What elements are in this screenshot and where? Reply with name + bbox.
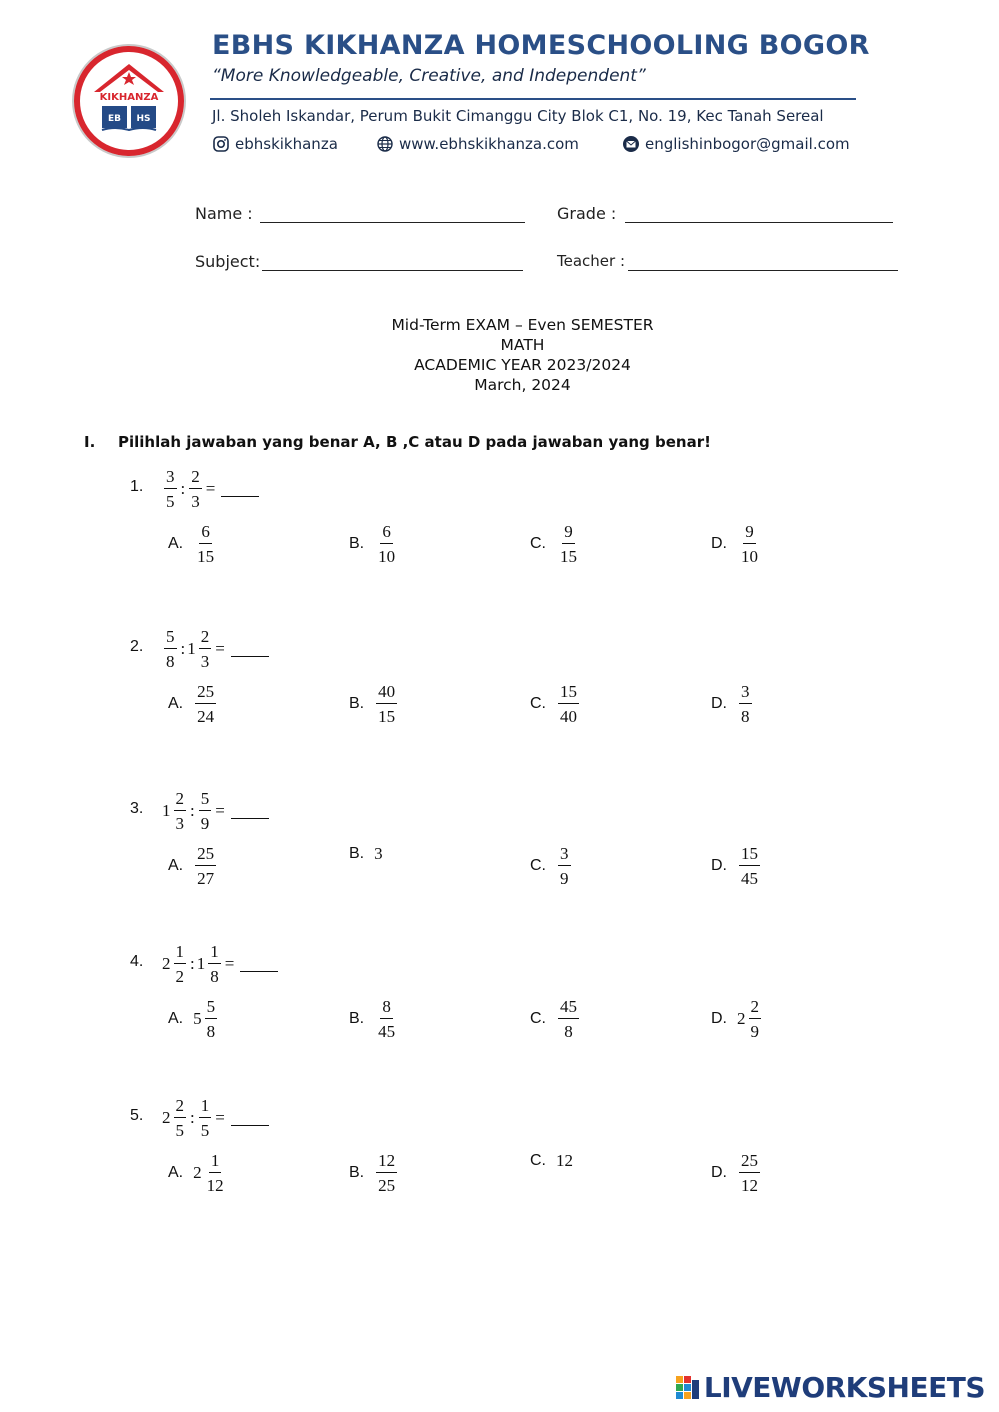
denominator: 8 bbox=[206, 1022, 216, 1041]
denominator: 15 bbox=[560, 547, 577, 566]
numerator: 2 bbox=[174, 789, 187, 811]
school-motto: “More Knowledgeable, Creative, and Independent” bbox=[212, 66, 646, 86]
answer-blank[interactable] bbox=[240, 957, 278, 972]
option-fraction bbox=[749, 997, 762, 1041]
liveworksheets-logo bbox=[676, 1371, 985, 1404]
equals-sign: = bbox=[224, 954, 235, 973]
numerator: 3 bbox=[164, 467, 177, 489]
answer-option[interactable] bbox=[168, 522, 218, 566]
option-label: A. bbox=[168, 695, 184, 712]
option-fraction bbox=[195, 844, 216, 888]
numerator: 6 bbox=[380, 522, 393, 544]
denominator: 5 bbox=[175, 1121, 184, 1140]
numerator: 9 bbox=[562, 522, 575, 544]
option-label: D. bbox=[711, 695, 727, 712]
option-fraction bbox=[205, 997, 218, 1041]
option-fraction bbox=[739, 522, 760, 566]
answer-blank[interactable] bbox=[231, 1111, 269, 1126]
exam-title-line-4: March, 2024 bbox=[474, 376, 571, 394]
option-whole: 2 bbox=[193, 1163, 202, 1182]
denominator: 10 bbox=[378, 547, 396, 566]
teacher-input-line[interactable] bbox=[628, 270, 898, 271]
answer-option[interactable] bbox=[349, 682, 399, 726]
operand-a-whole: 1 bbox=[162, 801, 171, 820]
numerator: 5 bbox=[199, 789, 212, 811]
numerator: 15 bbox=[739, 844, 760, 866]
equals-sign: = bbox=[205, 479, 216, 498]
option-value: 12 bbox=[556, 1151, 573, 1170]
grade-label: Grade : bbox=[557, 204, 617, 223]
answer-option[interactable] bbox=[711, 522, 762, 566]
denominator: 25 bbox=[378, 1176, 396, 1195]
instagram-contact bbox=[212, 135, 338, 153]
operand-a-fraction bbox=[174, 942, 187, 986]
option-label: B. bbox=[349, 535, 365, 552]
question-expression bbox=[162, 627, 269, 671]
denominator: 24 bbox=[197, 707, 215, 726]
option-fraction bbox=[376, 682, 397, 726]
subject-input-line[interactable] bbox=[262, 270, 523, 271]
exam-title-line-2: MATH bbox=[500, 336, 545, 354]
numerator: 5 bbox=[164, 627, 177, 649]
answer-option[interactable] bbox=[349, 997, 399, 1041]
email-contact bbox=[622, 135, 850, 153]
option-fraction bbox=[739, 844, 760, 888]
option-label: A. bbox=[168, 535, 184, 552]
grade-input-line[interactable] bbox=[625, 222, 893, 223]
numerator: 12 bbox=[376, 1151, 397, 1173]
numerator: 2 bbox=[199, 627, 212, 649]
answer-option[interactable] bbox=[168, 1151, 228, 1195]
denominator: 27 bbox=[197, 869, 215, 888]
denominator: 45 bbox=[741, 869, 758, 888]
instagram-icon bbox=[212, 135, 230, 153]
svg-text:KIKHANZA: KIKHANZA bbox=[99, 92, 159, 103]
answer-blank[interactable] bbox=[231, 642, 269, 657]
option-label: B. bbox=[349, 695, 365, 712]
answer-option[interactable] bbox=[168, 844, 218, 888]
numerator: 25 bbox=[739, 1151, 760, 1173]
liveworksheets-icon bbox=[676, 1376, 700, 1400]
operand-b-fraction bbox=[189, 467, 202, 511]
exam-title-line-3: ACADEMIC YEAR 2023/2024 bbox=[414, 356, 631, 374]
school-address: Jl. Sholeh Iskandar, Perum Bukit Cimanggu City Blok C1, No. 19, Kec Tanah Sereal bbox=[212, 107, 824, 125]
colon-operator: : bbox=[180, 639, 186, 658]
operand-a-whole: 2 bbox=[162, 954, 171, 973]
option-label: D. bbox=[711, 535, 727, 552]
option-fraction bbox=[195, 682, 216, 726]
denominator: 8 bbox=[166, 652, 175, 671]
option-label: A. bbox=[168, 1010, 184, 1027]
operand-a-whole: 2 bbox=[162, 1108, 171, 1127]
option-fraction bbox=[558, 682, 579, 726]
colon-operator: : bbox=[190, 801, 195, 820]
option-fraction bbox=[376, 522, 397, 566]
svg-text:EB: EB bbox=[107, 114, 122, 124]
denominator: 9 bbox=[560, 869, 569, 888]
teacher-label: Teacher : bbox=[557, 252, 626, 270]
numerator: 25 bbox=[195, 682, 216, 704]
answer-option[interactable] bbox=[349, 1151, 399, 1195]
option-fraction bbox=[739, 682, 752, 726]
section-instruction: Pilihlah jawaban yang benar A, B ,C atau D pada jawaban yang benar! bbox=[118, 433, 711, 451]
option-fraction bbox=[376, 1151, 397, 1195]
denominator: 9 bbox=[200, 814, 210, 833]
option-label: C. bbox=[530, 695, 546, 712]
question-expression bbox=[162, 467, 259, 511]
subject-label: Subject: bbox=[195, 252, 261, 271]
answer-option[interactable] bbox=[530, 997, 581, 1041]
option-fraction bbox=[739, 1151, 760, 1195]
option-fraction bbox=[376, 997, 397, 1041]
numerator: 6 bbox=[199, 522, 212, 544]
numerator: 3 bbox=[558, 844, 571, 866]
answer-option[interactable] bbox=[530, 1151, 573, 1171]
numerator: 3 bbox=[739, 682, 752, 704]
denominator: 3 bbox=[175, 814, 184, 833]
numerator: 2 bbox=[189, 467, 202, 489]
option-label: C. bbox=[530, 857, 546, 874]
answer-option[interactable] bbox=[711, 682, 754, 726]
globe-icon bbox=[376, 135, 394, 153]
denominator: 8 bbox=[564, 1022, 573, 1041]
numerator: 1 bbox=[209, 1151, 222, 1173]
numerator: 15 bbox=[558, 682, 579, 704]
question-number: 3. bbox=[130, 800, 144, 817]
option-fraction bbox=[558, 844, 571, 888]
name-label: Name : bbox=[195, 204, 253, 223]
equals-sign: = bbox=[215, 1108, 225, 1127]
denominator: 2 bbox=[175, 967, 184, 986]
operand-a-fraction bbox=[174, 1096, 187, 1140]
option-fraction bbox=[195, 522, 216, 566]
question-expression bbox=[162, 789, 269, 833]
answer-option[interactable] bbox=[530, 522, 581, 566]
operand-b-fraction bbox=[199, 627, 212, 671]
option-whole: 5 bbox=[193, 1009, 202, 1028]
option-label: C. bbox=[530, 535, 546, 552]
answer-option[interactable] bbox=[711, 1151, 762, 1195]
operand-b-fraction bbox=[199, 789, 212, 833]
email-address: englishinbogor@gmail.com bbox=[645, 135, 850, 153]
svg-text:HS: HS bbox=[136, 114, 151, 124]
option-label: A. bbox=[168, 1164, 184, 1181]
denominator: 10 bbox=[741, 547, 758, 566]
operand-b-whole: 1 bbox=[196, 954, 206, 973]
denominator: 15 bbox=[197, 547, 215, 566]
numerator: 2 bbox=[749, 997, 762, 1019]
denominator: 9 bbox=[750, 1022, 759, 1041]
answer-option[interactable] bbox=[530, 844, 573, 888]
colon-operator: : bbox=[190, 1108, 195, 1127]
operand-a-fraction bbox=[174, 789, 187, 833]
school-name: EBHS KIKHANZA HOMESCHOOLING BOGOR bbox=[212, 30, 870, 61]
denominator: 3 bbox=[200, 652, 210, 671]
numerator: 45 bbox=[558, 997, 579, 1019]
option-label: B. bbox=[349, 1010, 365, 1027]
numerator: 8 bbox=[380, 997, 393, 1019]
section-number: I. bbox=[84, 433, 96, 451]
option-label: B. bbox=[349, 1164, 365, 1181]
answer-blank[interactable] bbox=[221, 482, 259, 497]
answer-option[interactable] bbox=[711, 997, 763, 1041]
option-fraction bbox=[558, 997, 579, 1041]
question-number: 1. bbox=[130, 478, 144, 495]
mail-icon bbox=[622, 135, 640, 153]
numerator: 1 bbox=[199, 1096, 212, 1118]
option-whole: 2 bbox=[737, 1009, 746, 1028]
question-expression bbox=[162, 1096, 269, 1140]
option-label: C. bbox=[530, 1010, 546, 1027]
answer-option[interactable] bbox=[168, 682, 218, 726]
operand-b-whole: 1 bbox=[187, 639, 196, 658]
numerator: 25 bbox=[195, 844, 216, 866]
school-logo bbox=[70, 42, 188, 160]
instagram-handle: ebhskikhanza bbox=[235, 135, 338, 153]
numerator: 5 bbox=[205, 997, 218, 1019]
denominator: 5 bbox=[166, 492, 175, 511]
option-label: D. bbox=[711, 1010, 727, 1027]
denominator: 5 bbox=[200, 1121, 210, 1140]
colon-operator: : bbox=[190, 954, 195, 973]
question-expression bbox=[162, 942, 278, 986]
equals-sign: = bbox=[215, 639, 225, 658]
question-number: 2. bbox=[130, 638, 144, 655]
header-divider bbox=[210, 98, 856, 100]
operand-b-fraction bbox=[199, 1096, 212, 1140]
numerator: 40 bbox=[376, 682, 397, 704]
question-number: 5. bbox=[130, 1107, 144, 1124]
option-value: 3 bbox=[374, 844, 383, 863]
answer-option[interactable] bbox=[168, 997, 219, 1041]
option-fraction bbox=[205, 1151, 226, 1195]
name-input-line[interactable] bbox=[260, 222, 525, 223]
denominator: 45 bbox=[378, 1022, 396, 1041]
option-label: A. bbox=[168, 857, 184, 874]
answer-option[interactable] bbox=[349, 522, 399, 566]
option-label: C. bbox=[530, 1152, 546, 1169]
denominator: 8 bbox=[210, 967, 219, 986]
numerator: 2 bbox=[174, 1096, 187, 1118]
answer-option[interactable] bbox=[711, 844, 762, 888]
operand-b-fraction bbox=[208, 942, 221, 986]
denominator: 3 bbox=[191, 492, 200, 511]
website-contact bbox=[376, 135, 579, 153]
equals-sign: = bbox=[215, 801, 225, 820]
option-label: D. bbox=[711, 1164, 727, 1181]
exam-title bbox=[0, 315, 999, 395]
denominator: 12 bbox=[206, 1176, 224, 1195]
answer-blank[interactable] bbox=[231, 804, 269, 819]
liveworksheets-brand: LIVEWORKSHEETS bbox=[703, 1371, 985, 1404]
operand-a-fraction bbox=[164, 467, 177, 511]
answer-option[interactable] bbox=[530, 682, 581, 726]
denominator: 12 bbox=[741, 1176, 758, 1195]
option-label: D. bbox=[711, 857, 727, 874]
website-url: www.ebhskikhanza.com bbox=[399, 135, 579, 153]
denominator: 15 bbox=[378, 707, 396, 726]
exam-title-line-1: Mid-Term EXAM – Even SEMESTER bbox=[391, 316, 654, 334]
question-number: 4. bbox=[130, 953, 144, 970]
denominator: 40 bbox=[560, 707, 577, 726]
numerator: 9 bbox=[743, 522, 756, 544]
option-fraction bbox=[558, 522, 579, 566]
denominator: 8 bbox=[741, 707, 750, 726]
numerator: 1 bbox=[208, 942, 221, 964]
option-label: B. bbox=[349, 845, 365, 862]
operand-a-fraction bbox=[164, 627, 177, 671]
colon-operator: : bbox=[180, 479, 186, 498]
numerator: 1 bbox=[174, 942, 187, 964]
answer-option[interactable] bbox=[349, 844, 383, 864]
